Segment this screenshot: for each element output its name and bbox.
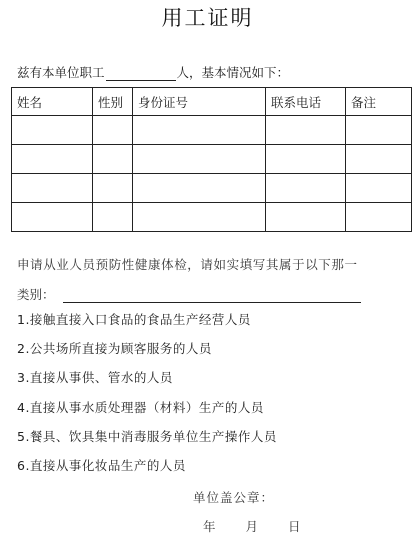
table-cell[interactable] — [266, 174, 346, 203]
table-cell[interactable] — [346, 145, 412, 174]
table-cell[interactable] — [133, 203, 266, 232]
list-item: 3.直接从事供、管水的人员 — [17, 370, 173, 386]
worker-count-blank[interactable] — [106, 66, 176, 81]
table-cell[interactable] — [93, 174, 133, 203]
header-id-number: 身份证号 — [133, 88, 266, 116]
staff-table — [11, 87, 412, 232]
intro-line — [17, 63, 289, 81]
table-cell[interactable] — [93, 203, 133, 232]
date-year: 年 — [203, 519, 216, 534]
notice-text: 申请从业人员预防性健康体检，请如实填写其属于以下那一 — [17, 257, 358, 272]
list-item: 1.接触直接入口食品的食品生产经营人员 — [17, 312, 251, 327]
seal-label: 单位盖公章： — [193, 490, 275, 505]
table-cell[interactable] — [346, 116, 412, 145]
list-item: 5.餐具、饮具集中消毒服务单位生产操作人员 — [17, 428, 277, 444]
date-line — [203, 517, 300, 535]
table-cell[interactable] — [266, 203, 346, 232]
list-item: 4.直接从事水质处理器（材料）生产的人员 — [17, 399, 264, 415]
table-cell[interactable] — [266, 145, 346, 174]
table-cell[interactable] — [12, 203, 93, 232]
category-line — [17, 285, 361, 303]
document-title: 用工证明 — [161, 6, 254, 30]
table-header-row — [12, 88, 412, 116]
table-cell[interactable] — [93, 145, 133, 174]
table-cell[interactable] — [12, 174, 93, 203]
category-options — [17, 312, 277, 487]
table-cell[interactable] — [266, 116, 346, 145]
list-item: 2.公共场所直接为顾客服务的人员 — [17, 341, 212, 357]
table-row — [12, 203, 412, 232]
intro-suffix: 人，基本情况如下： — [176, 65, 290, 80]
date-day: 日 — [287, 519, 301, 534]
intro-prefix: 兹有本单位职工 — [17, 65, 105, 80]
table-cell[interactable] — [12, 116, 93, 145]
header-phone: 联系电话 — [266, 88, 346, 116]
header-name: 姓名 — [12, 88, 93, 116]
table-cell[interactable] — [133, 116, 266, 145]
table-cell[interactable] — [133, 145, 266, 174]
table-cell[interactable] — [12, 145, 93, 174]
header-gender: 性别 — [93, 88, 133, 116]
category-label: 类别： — [17, 287, 55, 302]
table-cell[interactable] — [346, 203, 412, 232]
category-blank[interactable] — [63, 288, 361, 303]
table-row — [12, 116, 412, 145]
table-cell[interactable] — [346, 174, 412, 203]
table-row — [12, 174, 412, 203]
table-row — [12, 145, 412, 174]
date-month: 月 — [245, 519, 258, 534]
table-cell[interactable] — [93, 116, 133, 145]
table-cell[interactable] — [133, 174, 266, 203]
header-remarks: 备注 — [346, 88, 412, 116]
list-item: 6.直接从事化妆品生产的人员 — [17, 457, 186, 473]
